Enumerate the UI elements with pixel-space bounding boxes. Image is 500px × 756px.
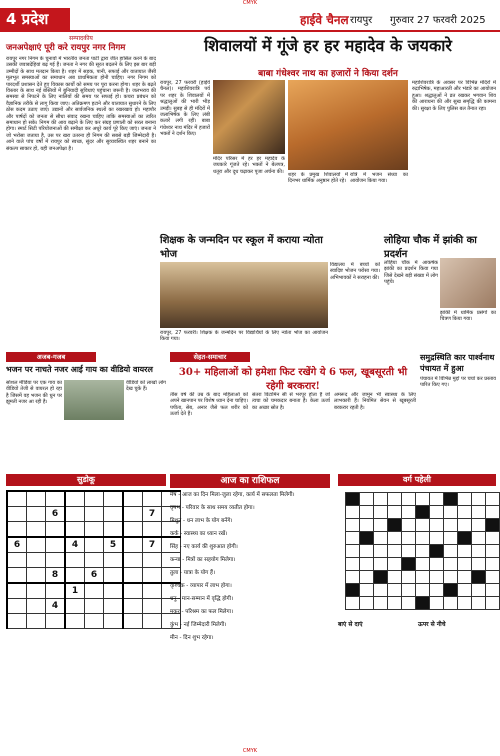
sudoku-cell (123, 522, 143, 538)
crossword-cell (486, 519, 500, 532)
crossword-down: ऊपर से नीचे (418, 621, 446, 628)
crossword-cell (458, 506, 472, 519)
lead-subtitle: बाबा गंधेश्वर नाथ का हजारों ने किया दर्शन (258, 69, 398, 79)
sudoku-cell (143, 553, 162, 568)
crossword-cell (458, 545, 472, 558)
crossword-cell (486, 571, 500, 584)
sudoku-cell (65, 507, 85, 522)
crossword-cell (360, 558, 374, 571)
sudoku-cell (123, 614, 143, 629)
sudoku-cell (123, 599, 143, 614)
crossword-cell (458, 584, 472, 597)
crossword-cell (430, 519, 444, 532)
crossword-cell (430, 506, 444, 519)
bottom-strip: CMYK (242, 748, 258, 754)
crossword-cell (444, 558, 458, 571)
crossword-cell (416, 584, 430, 597)
crossword-cell (486, 532, 500, 545)
sudoku-cell (104, 522, 124, 538)
story3-body: लोहिया चौक में आकर्षक झांकी का प्रदर्शन किया गया जिसे देखने बड़ी संख्या में लोग पहुंचे। (384, 260, 438, 286)
sudoku-cell: 6 (85, 568, 104, 584)
horoscope-label: आज का राशिफल (170, 474, 330, 488)
sudoku-cell (7, 522, 27, 538)
crossword-cell (444, 571, 458, 584)
lead-col-5: महाशिवरात्रि के अवसर पर विभिन्न मंदिरों में रुद्राभिषेक, महाआरती और भंडारे का आयोजन हुआ। श्रद्धालुओं ने व्रत रखकर भगवान शिव की आराधना की और सुख समृद्धि की कामना की। सुरक्षा के लिए पुलिस बल तैनात रहा। (412, 80, 496, 112)
crossword-cell (458, 519, 472, 532)
crossword-cell (430, 571, 444, 584)
sudoku-cell (143, 522, 162, 538)
horoscope-item: मीन - दिन शुभ रहेगा। (170, 635, 214, 641)
sudoku-cell (143, 583, 162, 599)
crossword-cell (402, 558, 416, 571)
crossword-cell (486, 584, 500, 597)
sudoku-cell (123, 507, 143, 522)
sudoku-cell (27, 568, 46, 584)
crossword-cell (472, 558, 486, 571)
crossword-cell (374, 545, 388, 558)
horoscope-item: मिथुन - धन लाभ के योग बनेंगे। (170, 518, 233, 524)
story2-col: विद्यालय में बच्चों को स्वादिष्ट भोजन परोसा गया। अभिभावकों ने सराहना की। (330, 262, 380, 281)
crossword-cell (458, 532, 472, 545)
council-body: पंचायत में विभिन्न मुद्दों पर चर्चा कर प्रस्ताव पारित किए गए। (420, 376, 496, 389)
story2-photo (160, 262, 328, 328)
horoscope-item: सिंह - नए कार्य की शुरुआत होगी। (170, 544, 238, 550)
crossword-cell (458, 597, 472, 610)
crossword-cell (374, 597, 388, 610)
story2-body: रायपुर, 27 फरवरी। शिक्षक के जन्मदिन पर विद्यार्थियों के लिए न्योता भोज का आयोजन किया गया। (160, 330, 328, 343)
sudoku-cell (123, 553, 143, 568)
lead-headline (160, 34, 496, 64)
lead-col-4: रात्रि में भजन संध्या का आयोजन किया गया। (350, 172, 408, 185)
crossword-cell (360, 571, 374, 584)
sudoku-cell: 6 (7, 537, 27, 553)
crossword-cell (346, 493, 360, 506)
sudoku-cell (27, 507, 46, 522)
crossword-cell (374, 584, 388, 597)
crossword-cell (374, 532, 388, 545)
crossword-cell (486, 545, 500, 558)
sudoku-cell: 7 (143, 537, 162, 553)
editorial-body: रायपुर नगर निगम के चुनावों में भारतीय जनता पार्टी द्वारा जीत हासिल करने के बाद उसकी जवाबदेहियां बढ़ गई हैं। जनता ने नगर की सूरत बदलने के लिए इस बार बड़ी उम्मीदों के साथ मतदान किया है। शहर में सड़क, पानी, सफाई और यातायात जैसी मूलभूत समस्याओं का समाधान अब प्राथमिकता होनी चाहिए। नगर निगम को पारदर्शी प्रशासन देते हुए विकास कार्यों को समय पर पूरा करना होगा। शहर के बढ़ते विस्तार के साथ नई बस्तियों में बुनियादी सुविधाएं पहुंचाना जरूरी है। जलभराव की समस्या से निपटने के लिए नालियों की समय पर सफाई हो। कचरा प्रबंधन को वैज्ञानिक तरीके से लागू किया जाए। अतिक्रमण हटाने और यातायात सुधारने के लिए ठोस कदम उठाए जाएं। उद्यानों और सार्वजनिक स्थलों का रखरखाव हो। महापौर और पार्षदों को जनता से सीधा संवाद रखना चाहिए ताकि समस्याओं का त्वरित समाधान हो सके। निगम की आय बढ़ाने के लिए कर संग्रह प्रणाली को सरल बनाना होगा। स्मार्ट सिटी परियोजनाओं की समीक्षा कर अधूरे कार्य पूरे किए जाएं। जनता ने जो भरोसा जताया है, उस पर खरा उतरना ही निगम की सबसे बड़ी जिम्मेदारी है। आने वाले पांच वर्षों में रायपुर को स्वच्छ, सुंदर और सुव्यवस्थित शहर बनाने का संकल्प साकार हो, यही जनअपेक्षा है। (6, 56, 156, 152)
crossword-cell (374, 493, 388, 506)
crossword-cell (444, 532, 458, 545)
sudoku-cell (85, 614, 104, 629)
crossword-cell (402, 519, 416, 532)
crossword-cell (360, 519, 374, 532)
crossword-cell (360, 597, 374, 610)
sudoku-cell (65, 553, 85, 568)
crossword-cell (402, 506, 416, 519)
sudoku-cell: 8 (46, 568, 66, 584)
horoscope-item: कर्क - स्वास्थ्य का ध्यान रखें। (170, 531, 228, 537)
page-number: 4 (6, 10, 17, 28)
sudoku-grid (6, 490, 181, 629)
sudoku-cell (7, 553, 27, 568)
sudoku-cell (65, 599, 85, 614)
crossword-across: बाएं से दाएं (338, 621, 363, 628)
crossword-cell (458, 571, 472, 584)
crossword-cell (444, 493, 458, 506)
crossword-cell (360, 532, 374, 545)
crossword-cell (458, 493, 472, 506)
sudoku-cell (104, 599, 124, 614)
sudoku-cell (27, 537, 46, 553)
crossword-cell (374, 558, 388, 571)
sudoku-cell: 1 (65, 583, 85, 599)
sudoku-cell: 6 (46, 507, 66, 522)
viral-title: भजन पर नाचते नजर आई गाय का वीडियो वायरल (6, 364, 153, 374)
horoscope-item: मकर - परिश्रम का फल मिलेगा। (170, 609, 234, 615)
health-label: सेहत-समाचार (170, 352, 250, 362)
sudoku-cell (85, 537, 104, 553)
crossword-cell (360, 545, 374, 558)
lead-photo (213, 80, 285, 154)
sudoku-cell (27, 614, 46, 629)
horoscope-item: वृश्चिक - व्यापार में लाभ होगा। (170, 583, 232, 589)
crossword-cell (346, 571, 360, 584)
crossword-cell (486, 597, 500, 610)
crossword-cell (416, 506, 430, 519)
crossword-cell (346, 597, 360, 610)
sudoku-cell (65, 568, 85, 584)
crossword-cell (458, 558, 472, 571)
sudoku-cell (143, 491, 162, 507)
crossword-label: वर्ग पहेली (338, 474, 496, 486)
horoscope-item: तुला - यात्रा के योग हैं। (170, 570, 216, 576)
crossword-cell (346, 584, 360, 597)
crossword-cell (416, 545, 430, 558)
sudoku-cell: 4 (65, 537, 85, 553)
crossword-cell (374, 506, 388, 519)
horoscope-item: वृषभ - परिवार के साथ समय व्यतीत होगा। (170, 505, 255, 511)
crossword-cell (444, 584, 458, 597)
sudoku-cell (123, 491, 143, 507)
horoscope-list (170, 492, 330, 742)
lead-photo-crowd (288, 80, 408, 170)
sudoku-cell (143, 568, 162, 584)
sudoku-cell (85, 507, 104, 522)
crossword-cell (416, 558, 430, 571)
crossword-cell (430, 532, 444, 545)
crossword-cell (430, 584, 444, 597)
viral-col: वीडियो को लाखों लोग देख चुके हैं। (126, 380, 166, 393)
sudoku-cell (46, 537, 66, 553)
sudoku-cell (104, 583, 124, 599)
horoscope-item: मेष - आज का दिन मिला-जुला रहेगा, कार्य में सफलता मिलेगी। (170, 492, 295, 498)
sudoku-cell (7, 491, 27, 507)
viral-label: अजब-गजब (6, 352, 96, 362)
sudoku-cell (85, 553, 104, 568)
sudoku-cell (46, 522, 66, 538)
crossword-cell (402, 584, 416, 597)
health-col-2: संतरा विटामिन सी से भरपूर होता है जो त्वचा को चमकदार बनाता है। केला ऊर्जा का अच्छा स्रोत है। (252, 392, 330, 411)
crossword-grid (345, 492, 500, 610)
crossword-cell (472, 545, 486, 558)
section-name: प्रदेश (21, 10, 49, 28)
crossword-cell (388, 506, 402, 519)
sudoku-cell (7, 614, 27, 629)
crossword-cell (346, 532, 360, 545)
viral-body: सोशल मीडिया पर एक गाय का वीडियो तेजी से वायरल हो रहा है जिसमें वह भजन की धुन पर झूमती नजर आ रही है। (6, 380, 62, 406)
horoscope-item: कुंभ - नई जिम्मेदारी मिलेगी। (170, 622, 227, 628)
crossword-cell (346, 506, 360, 519)
crossword-cell (388, 545, 402, 558)
crossword-cell (346, 519, 360, 532)
sudoku-cell (46, 491, 66, 507)
crossword-cell (472, 506, 486, 519)
sudoku-cell (65, 522, 85, 538)
sudoku-cell (7, 507, 27, 522)
crossword-cell (416, 493, 430, 506)
crossword-cell (430, 493, 444, 506)
sudoku-cell (85, 522, 104, 538)
sudoku-cell (7, 599, 27, 614)
crossword-cell (402, 493, 416, 506)
crossword-cell (374, 571, 388, 584)
city-name: रायपुर (350, 15, 373, 26)
crossword-cell (486, 558, 500, 571)
health-col-3: अमरूद और जामुन भी स्वास्थ्य के लिए लाभकारी हैं। नियमित सेवन से खूबसूरती बरकरार रहती है। (334, 392, 416, 411)
sudoku-cell (123, 537, 143, 553)
horoscope-item: धनु - मान-सम्मान में वृद्धि होगी। (170, 596, 234, 602)
crossword-cell (472, 532, 486, 545)
editorial-header (6, 34, 156, 54)
sudoku-cell (27, 583, 46, 599)
sudoku-cell (7, 583, 27, 599)
sudoku-cell (104, 553, 124, 568)
edition-date: गुरुवार 27 फरवरी 2025 (390, 15, 486, 26)
lead-col-1: रायपुर, 27 फरवरी (हाईवे चैनल)। महाशिवरात्रि पर्व पर शहर के शिवालयों में श्रद्धालुओं की भारी भीड़ उमड़ी। सुबह से ही मंदिरों में जलाभिषेक के लिए लंबी कतारें लगी रहीं। बाबा गंधेश्वर नाथ मंदिर में हजारों भक्तों ने दर्शन किए। (160, 80, 210, 138)
sudoku-label: सुडोकू (6, 474, 166, 486)
crossword-cell (444, 545, 458, 558)
lead-col-2: मंदिर परिसर में हर हर महादेव के जयकारे गूंजते रहे। भक्तों ने बेलपत्र, धतूरा और दूध चढ़ाकर पूजा अर्चना की। (213, 156, 285, 175)
lead-col-3: शहर के प्रमुख शिवालयों में दिनभर धार्मिक अनुष्ठान होते रहे। (288, 172, 348, 185)
page-number-section (0, 8, 70, 30)
crossword-cell (388, 519, 402, 532)
top-strip: CMYK (242, 0, 258, 6)
story3-col: झांकी में धार्मिक प्रसंगों का चित्रण किया गया। (440, 310, 496, 323)
crossword-cell (402, 545, 416, 558)
crossword-cell (388, 584, 402, 597)
crossword-cell (416, 571, 430, 584)
crossword-cell (360, 493, 374, 506)
health-title: 30+ महिलाओं को हमेशा फिट रखेंगे ये 6 फल, खूबसूरती भी रहेगी बरकरार! (178, 367, 408, 392)
sudoku-cell (85, 599, 104, 614)
brand-name: हाईवे चैनल (300, 13, 349, 27)
crossword-cell (472, 493, 486, 506)
crossword-cell (472, 571, 486, 584)
masthead (0, 8, 500, 32)
horoscope-item: कन्या - मित्रों का सहयोग मिलेगा। (170, 557, 236, 563)
story3-title: लोहिया चौक में झांकी का प्रदर्शन (384, 235, 477, 260)
story2-title: शिक्षक के जन्मदिन पर स्कूल में कराया न्योता भोज (160, 235, 323, 260)
lead-title: शिवालयों में गूंजे हर हर महादेव के जयकारे (204, 36, 452, 55)
crossword-cell (388, 597, 402, 610)
sudoku-cell (46, 583, 66, 599)
sudoku-cell (46, 553, 66, 568)
crossword-cell (444, 597, 458, 610)
crossword-cell (444, 519, 458, 532)
sudoku-cell (123, 568, 143, 584)
crossword-cell (374, 519, 388, 532)
story3-photo (440, 258, 496, 308)
crossword-cell (402, 571, 416, 584)
sudoku-cell (143, 599, 162, 614)
sudoku-cell: 5 (104, 537, 124, 553)
sudoku-cell (65, 614, 85, 629)
crossword-cell (486, 493, 500, 506)
editorial-label: सम्पादकीय (69, 35, 93, 42)
crossword-cell (346, 558, 360, 571)
sudoku-cell (7, 568, 27, 584)
crossword-cell (430, 545, 444, 558)
sudoku-cell (27, 599, 46, 614)
sudoku-cell (104, 614, 124, 629)
council-title: समुद्रस्थिति कार पार्श्वनाथ पंचायत में हुआ (420, 352, 495, 373)
crossword-cell (360, 584, 374, 597)
crossword-cell (388, 558, 402, 571)
crossword-cell (402, 532, 416, 545)
crossword-cell (430, 597, 444, 610)
sudoku-cell (85, 583, 104, 599)
crossword-cell (486, 506, 500, 519)
sudoku-cell (27, 553, 46, 568)
sudoku-cell (65, 491, 85, 507)
sudoku-cell (104, 491, 124, 507)
crossword-cell (472, 519, 486, 532)
crossword-cell (416, 532, 430, 545)
crossword-cell (416, 597, 430, 610)
crossword-cell (402, 597, 416, 610)
sudoku-cell (85, 491, 104, 507)
sudoku-cell (27, 522, 46, 538)
crossword-cell (430, 558, 444, 571)
crossword-cell (388, 571, 402, 584)
crossword-cell (472, 597, 486, 610)
health-col-1: तीस वर्ष की उम्र के बाद महिलाओं को अपने खानपान पर विशेष ध्यान देना चाहिए। पपीता, सेब, अनार जैसे फल शरीर को ऊर्जा देते हैं। (170, 392, 248, 418)
crossword-cell (346, 545, 360, 558)
sudoku-cell: 4 (46, 599, 66, 614)
crossword-cell (388, 532, 402, 545)
sudoku-cell (104, 507, 124, 522)
crossword-cell (360, 506, 374, 519)
editorial-title: जनअपेक्षाएं पूरी करे रायपुर नगर निगम (6, 43, 126, 53)
sudoku-cell: 7 (143, 507, 162, 522)
crossword-cell (472, 584, 486, 597)
crossword-cell (416, 519, 430, 532)
sudoku-cell (104, 568, 124, 584)
sudoku-cell (46, 614, 66, 629)
viral-photo (64, 380, 124, 420)
sudoku-cell (143, 614, 162, 629)
crossword-cell (444, 506, 458, 519)
sudoku-cell (123, 583, 143, 599)
crossword-cell (388, 493, 402, 506)
sudoku-cell (27, 491, 46, 507)
